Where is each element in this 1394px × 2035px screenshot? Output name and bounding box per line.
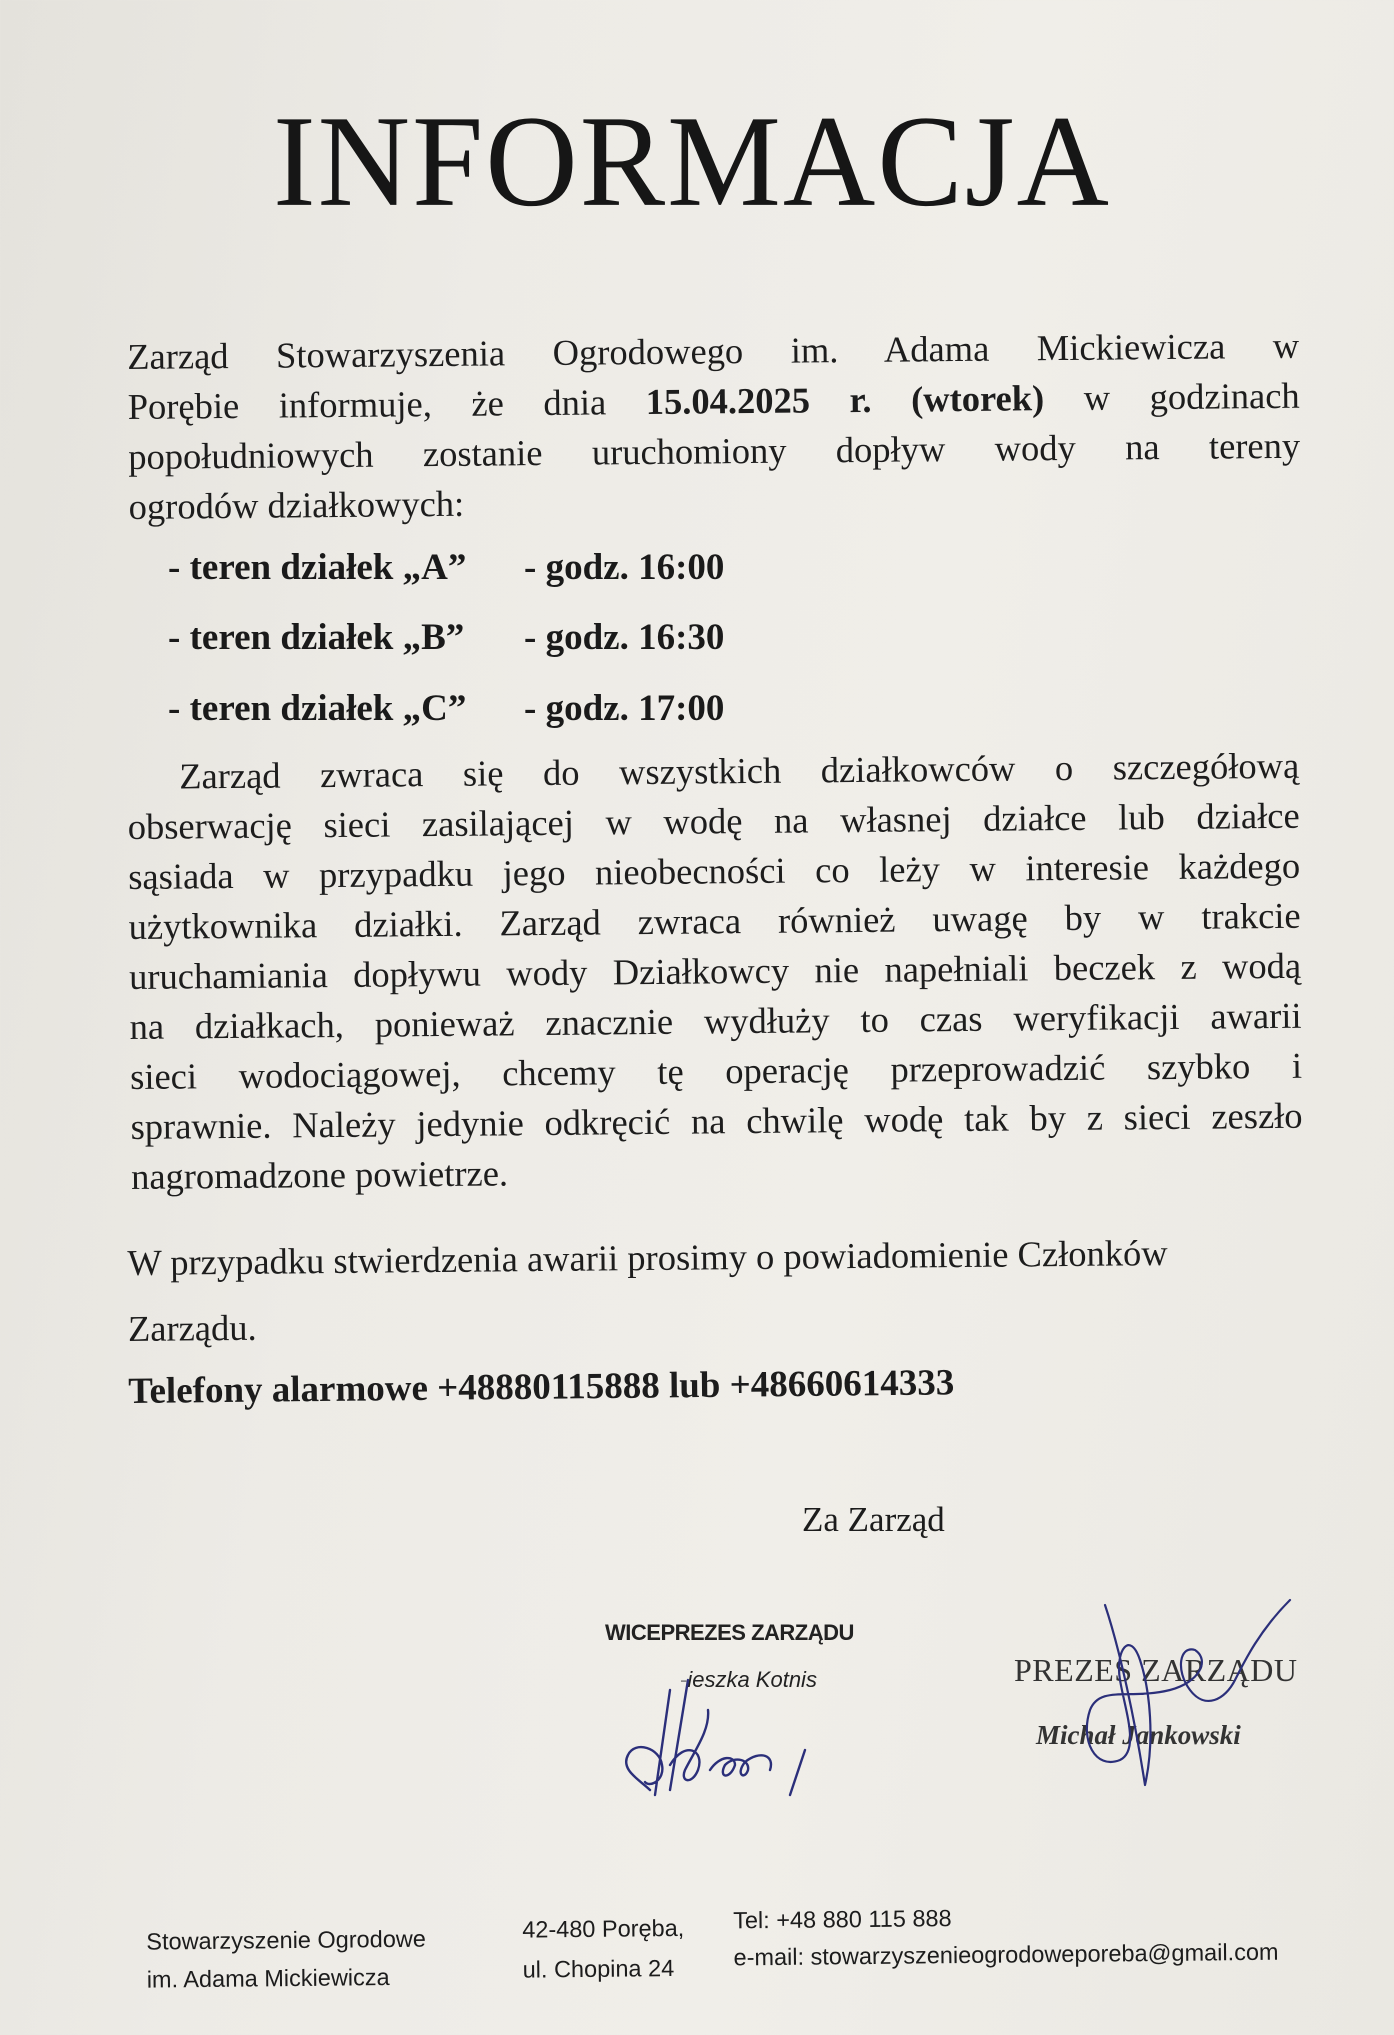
intro-line: ogrodów działkowych: xyxy=(128,482,465,527)
failure-paragraph xyxy=(127,1217,1300,1349)
president-signature xyxy=(1060,1590,1310,1790)
vice-name-prefix: - xyxy=(680,1667,688,1692)
vice-name-text: ieszka Kotnis xyxy=(687,1667,817,1692)
schedule-item xyxy=(168,687,724,730)
signature-stroke xyxy=(1087,1600,1290,1785)
schedule-time: - godz. 16:30 xyxy=(524,617,725,658)
request-line: nagromadzone powietrze. xyxy=(130,1152,509,1197)
schedule-time: - godz. 17:00 xyxy=(524,688,725,729)
intro-text: Porębie informuje, że dnia xyxy=(127,381,607,427)
failure-line: Zarządu. xyxy=(127,1306,257,1349)
request-line: użytkownika działki. Zarząd zwraca również uwagę by w trakcie xyxy=(128,894,1301,947)
closing-text: Za Zarząd xyxy=(802,1500,945,1539)
intro-paragraph xyxy=(127,321,1301,532)
schedule-area: - teren działek „A” xyxy=(168,547,467,588)
schedule-item xyxy=(168,616,724,659)
schedule-item xyxy=(168,546,724,589)
vice-president-title: WICEPREZES ZARZĄDU xyxy=(605,1620,854,1645)
president-name: Michał Jankowski xyxy=(1036,1720,1241,1750)
request-line: sieci wodociągowej, chcemy tę operację przeprowadzić szybko i xyxy=(129,1044,1303,1097)
schedule-area: - teren działek „B” xyxy=(168,617,465,658)
footer-email[interactable]: e-mail: stowarzyszenieogrodoweporeba@gmail.com xyxy=(733,1938,1279,1971)
schedule-area: - teren działek „C” xyxy=(168,688,467,729)
emergency-phones: Telefony alarmowe +48880115888 lub +48660614333 xyxy=(128,1362,955,1412)
footer-address-street: ul. Chopina 24 xyxy=(522,1955,675,1983)
footer-org-name-2: im. Adama Mickiewicza xyxy=(146,1964,390,1993)
president-title: PREZES ZARZĄDU xyxy=(1014,1652,1298,1688)
request-paragraph xyxy=(127,741,1303,1202)
request-line: uruchamiania dopływu wody Działkowcy nie napełniali beczek z wodą xyxy=(128,944,1302,997)
vice-president-signature xyxy=(610,1670,840,1805)
request-line: sąsiada w przypadku jego nieobecności co leży w interesie każdego xyxy=(127,844,1301,897)
request-line: na działkach, ponieważ znacznie wydłuży to czas weryfikacji awarii xyxy=(129,994,1302,1047)
request-line: sprawnie. Należy jedynie odkręcić na chwilę wodę tak by z sieci zeszło xyxy=(130,1094,1303,1147)
failure-line: W przypadku stwierdzenia awarii prosimy o powiadomienie Członków xyxy=(127,1232,1168,1283)
intro-text: w godzinach xyxy=(1083,374,1300,418)
document-title: INFORMACJA xyxy=(273,88,1111,234)
footer-phone: Tel: +48 880 115 888 xyxy=(733,1905,952,1934)
request-line: Zarząd zwraca się do wszystkich działkowców o szczegółową xyxy=(179,744,1300,797)
intro-line: popołudniowych zostanie uruchomiony dopływ wody na tereny xyxy=(127,424,1301,477)
signature-stroke xyxy=(626,1680,805,1795)
footer-address-city: 42-480 Poręba, xyxy=(522,1914,685,1943)
schedule-time: - godz. 16:00 xyxy=(524,547,725,588)
intro-date: 15.04.2025 r. (wtorek) xyxy=(645,377,1045,423)
footer-org-name: Stowarzyszenie Ogrodowe xyxy=(146,1925,426,1955)
request-line: obserwację sieci zasilającej w wodę na własnej działce lub działce xyxy=(127,794,1300,847)
intro-line: Zarząd Stowarzyszenia Ogrodowego im. Adama Mickiewicza w xyxy=(127,324,1300,377)
